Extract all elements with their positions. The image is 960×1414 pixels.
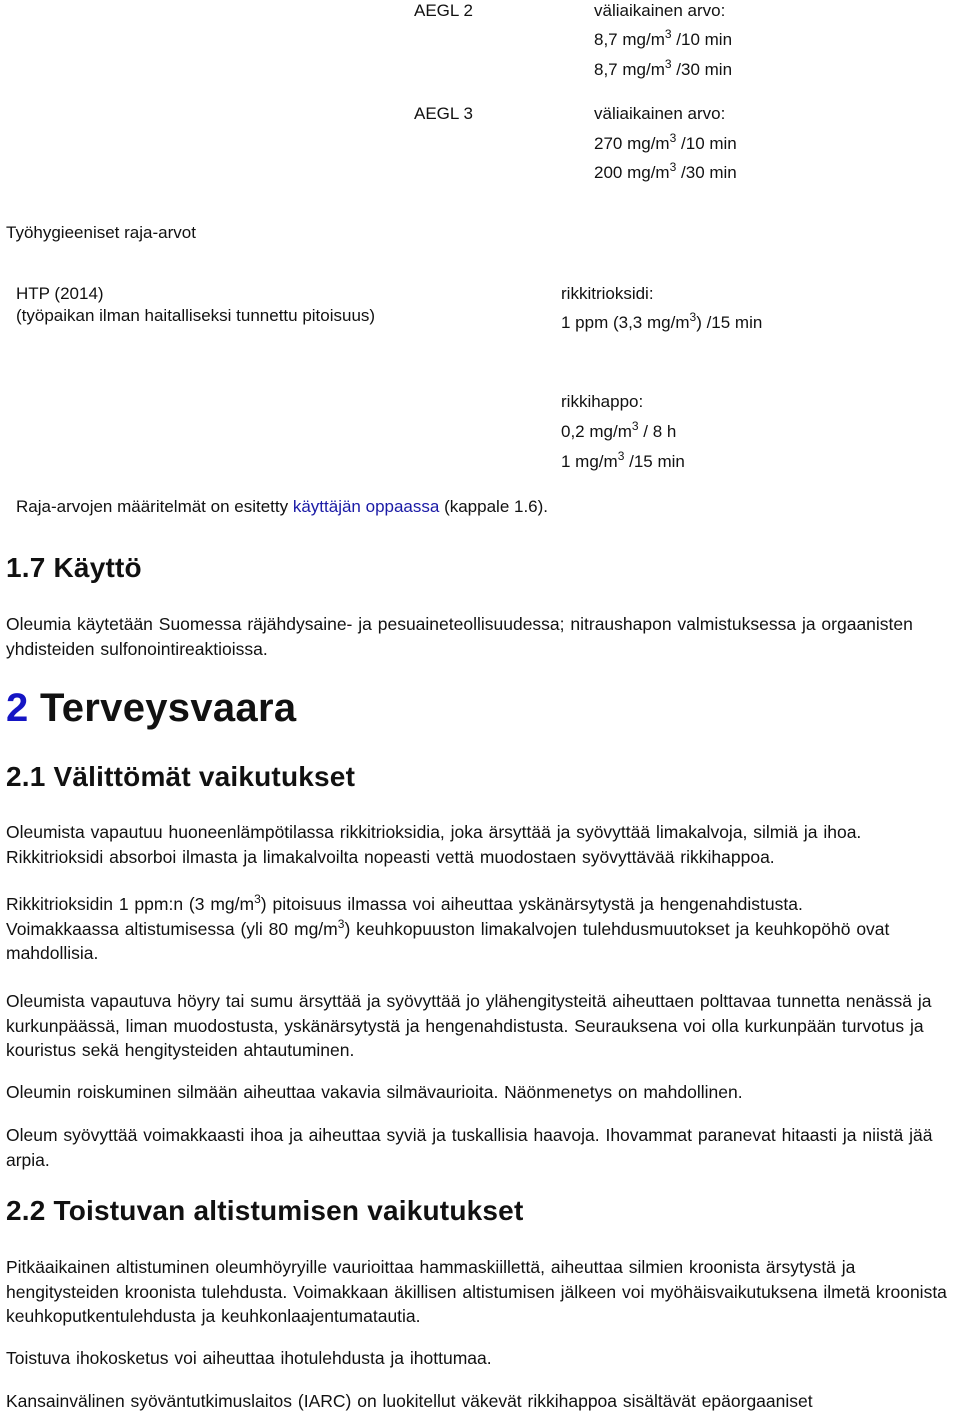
kaytto-text: Oleumia käytetään Suomessa räjähdysaine- ja pesuaineteollisuudessa; nitraushapon valmistuksessa ja orgaanisten yhdisteiden sulfonointireaktioissa. <box>6 614 913 659</box>
valittomat-paragraph-1: Oleumista vapautuu huoneenlämpötilassa rikkitrioksidia, joka ärsyttää ja syövyttää limakalvoja, silmiä ja ihoa. Rikkitrioksidi absorboi ilmasta ja limakalvoilta nopeasti vettä muodostaen syövyttävää rikkihappoa. <box>6 822 862 867</box>
toistuvan-heading: 2.2 Toistuvan altistumisen vaikutukset <box>6 1195 524 1226</box>
htp-label-line2: (työpaikan ilman haitalliseksi tunnettu pitoisuus) <box>16 306 376 325</box>
toistuvan-paragraph-2: Toistuva ihokosketus voi aiheuttaa ihotulehdusta ja ihottumaa. <box>6 1348 492 1368</box>
aegl2-value-line3: 8,7 $mg/m^3$ /30 min <box>594 57 733 79</box>
aegl3-label: AEGL 3 <box>414 104 473 123</box>
toistuvan-paragraph-1: Pitkäaikainen altistuminen oleumhöyryille vaurioittaa hammaskiillettä, aiheuttaa silmien kroonista ärsytystä ja hengitysteiden kroonista tulehdusta. Voimakkaan äkillisen altistumisen jälkeen voi myöhäisvaikutuksena ilmetä kroonista keuhkoputkentulehdusta ja keuhkonlaajentumatautia. <box>6 1257 947 1326</box>
valittomat-paragraph-3: Oleumista vapautuva höyry tai sumu ärsyttää ja syövyttää jo ylähengitysteitä aiheuttaen polttavaa tunnetta nenässä ja kurkunpäässä, liman muodostusta, yskänärsytystä ja hengenahdistusta. Seurauksena voi olla kurkunpään turvotus ja kouristus sekä hengitysteiden ahtautuminen. <box>6 991 932 1060</box>
valittomat-paragraph-5: Oleum syövyttää voimakkaasti ihoa ja aiheuttaa syviä ja tuskallisia haavoja. Ihovammat paranevat hitaasti ja niistä jää arpia. <box>6 1125 933 1170</box>
kayttajan-opas-link[interactable]: käyttäjän oppaassa <box>292 497 440 516</box>
aegl2-value-line1: väliaikainen arvo: <box>594 1 726 20</box>
aegl2-value-line2: 8,7 $mg/m^3$ /10 min <box>594 27 733 49</box>
valittomat-paragraph-2: Rikkitrioksidin 1 ppm:n (3 $mg/m^3$) pitoisuus ilmassa voi aiheuttaa yskänärsytystä ja hengenahdistusta. Voimakkaassa altistumisessa (yli 80 $mg/m^3$) keuhkopuuston limakalvojen tulehdusmuutokset ja keuhkopöhö ovat mahdollisia. <box>6 892 890 963</box>
aegl3-value-line3: 200 $mg/m^3$ /30 min <box>594 160 737 182</box>
valittomat-heading: 2.1 Välittömät vaikutukset <box>6 761 356 792</box>
rikkihappo-label: rikkihappo: <box>561 392 644 411</box>
aegl3-value-line1: väliaikainen arvo: <box>594 104 726 123</box>
kaytto-heading: 1.7 Käyttö <box>6 552 142 583</box>
rikkihappo-value-line1: 0,2 $mg/m^3 / 8$ h <box>561 419 677 441</box>
terveysvaara-heading: 2 Terveysvaara <box>6 686 297 730</box>
aegl2-label: AEGL 2 <box>414 1 473 20</box>
aegl3-value-line2: 270 $mg/m^3$ /10 min <box>594 131 737 153</box>
tyohygieeniset-heading: Työhygieeniset raja-arvot <box>6 223 196 242</box>
valittomat-paragraph-4: Oleumin roiskuminen silmään aiheuttaa vakavia silmävaurioita. Näönmenetys on mahdollinen. <box>6 1082 743 1102</box>
rikkihappo-value-line2: 1 $mg/m^3$ /15 min <box>561 449 685 471</box>
htp-label-line1: HTP (2014) <box>16 284 104 303</box>
toistuvan-paragraph-3: Kansainvälinen syöväntutkimuslaitos (IARC) on luokitellut väkevät rikkihappoa sisältävät epäorgaaniset <box>6 1391 813 1411</box>
rikkitrioksidi-label: rikkitrioksidi: <box>561 284 654 303</box>
rikkitrioksidi-value: 1 ppm (3,3 $mg/m^3$) /15 min <box>561 310 763 332</box>
maaritelmat-note: Raja-arvojen määritelmät on esitetty käyttäjän oppaassa (kappale 1.6). <box>16 497 549 516</box>
